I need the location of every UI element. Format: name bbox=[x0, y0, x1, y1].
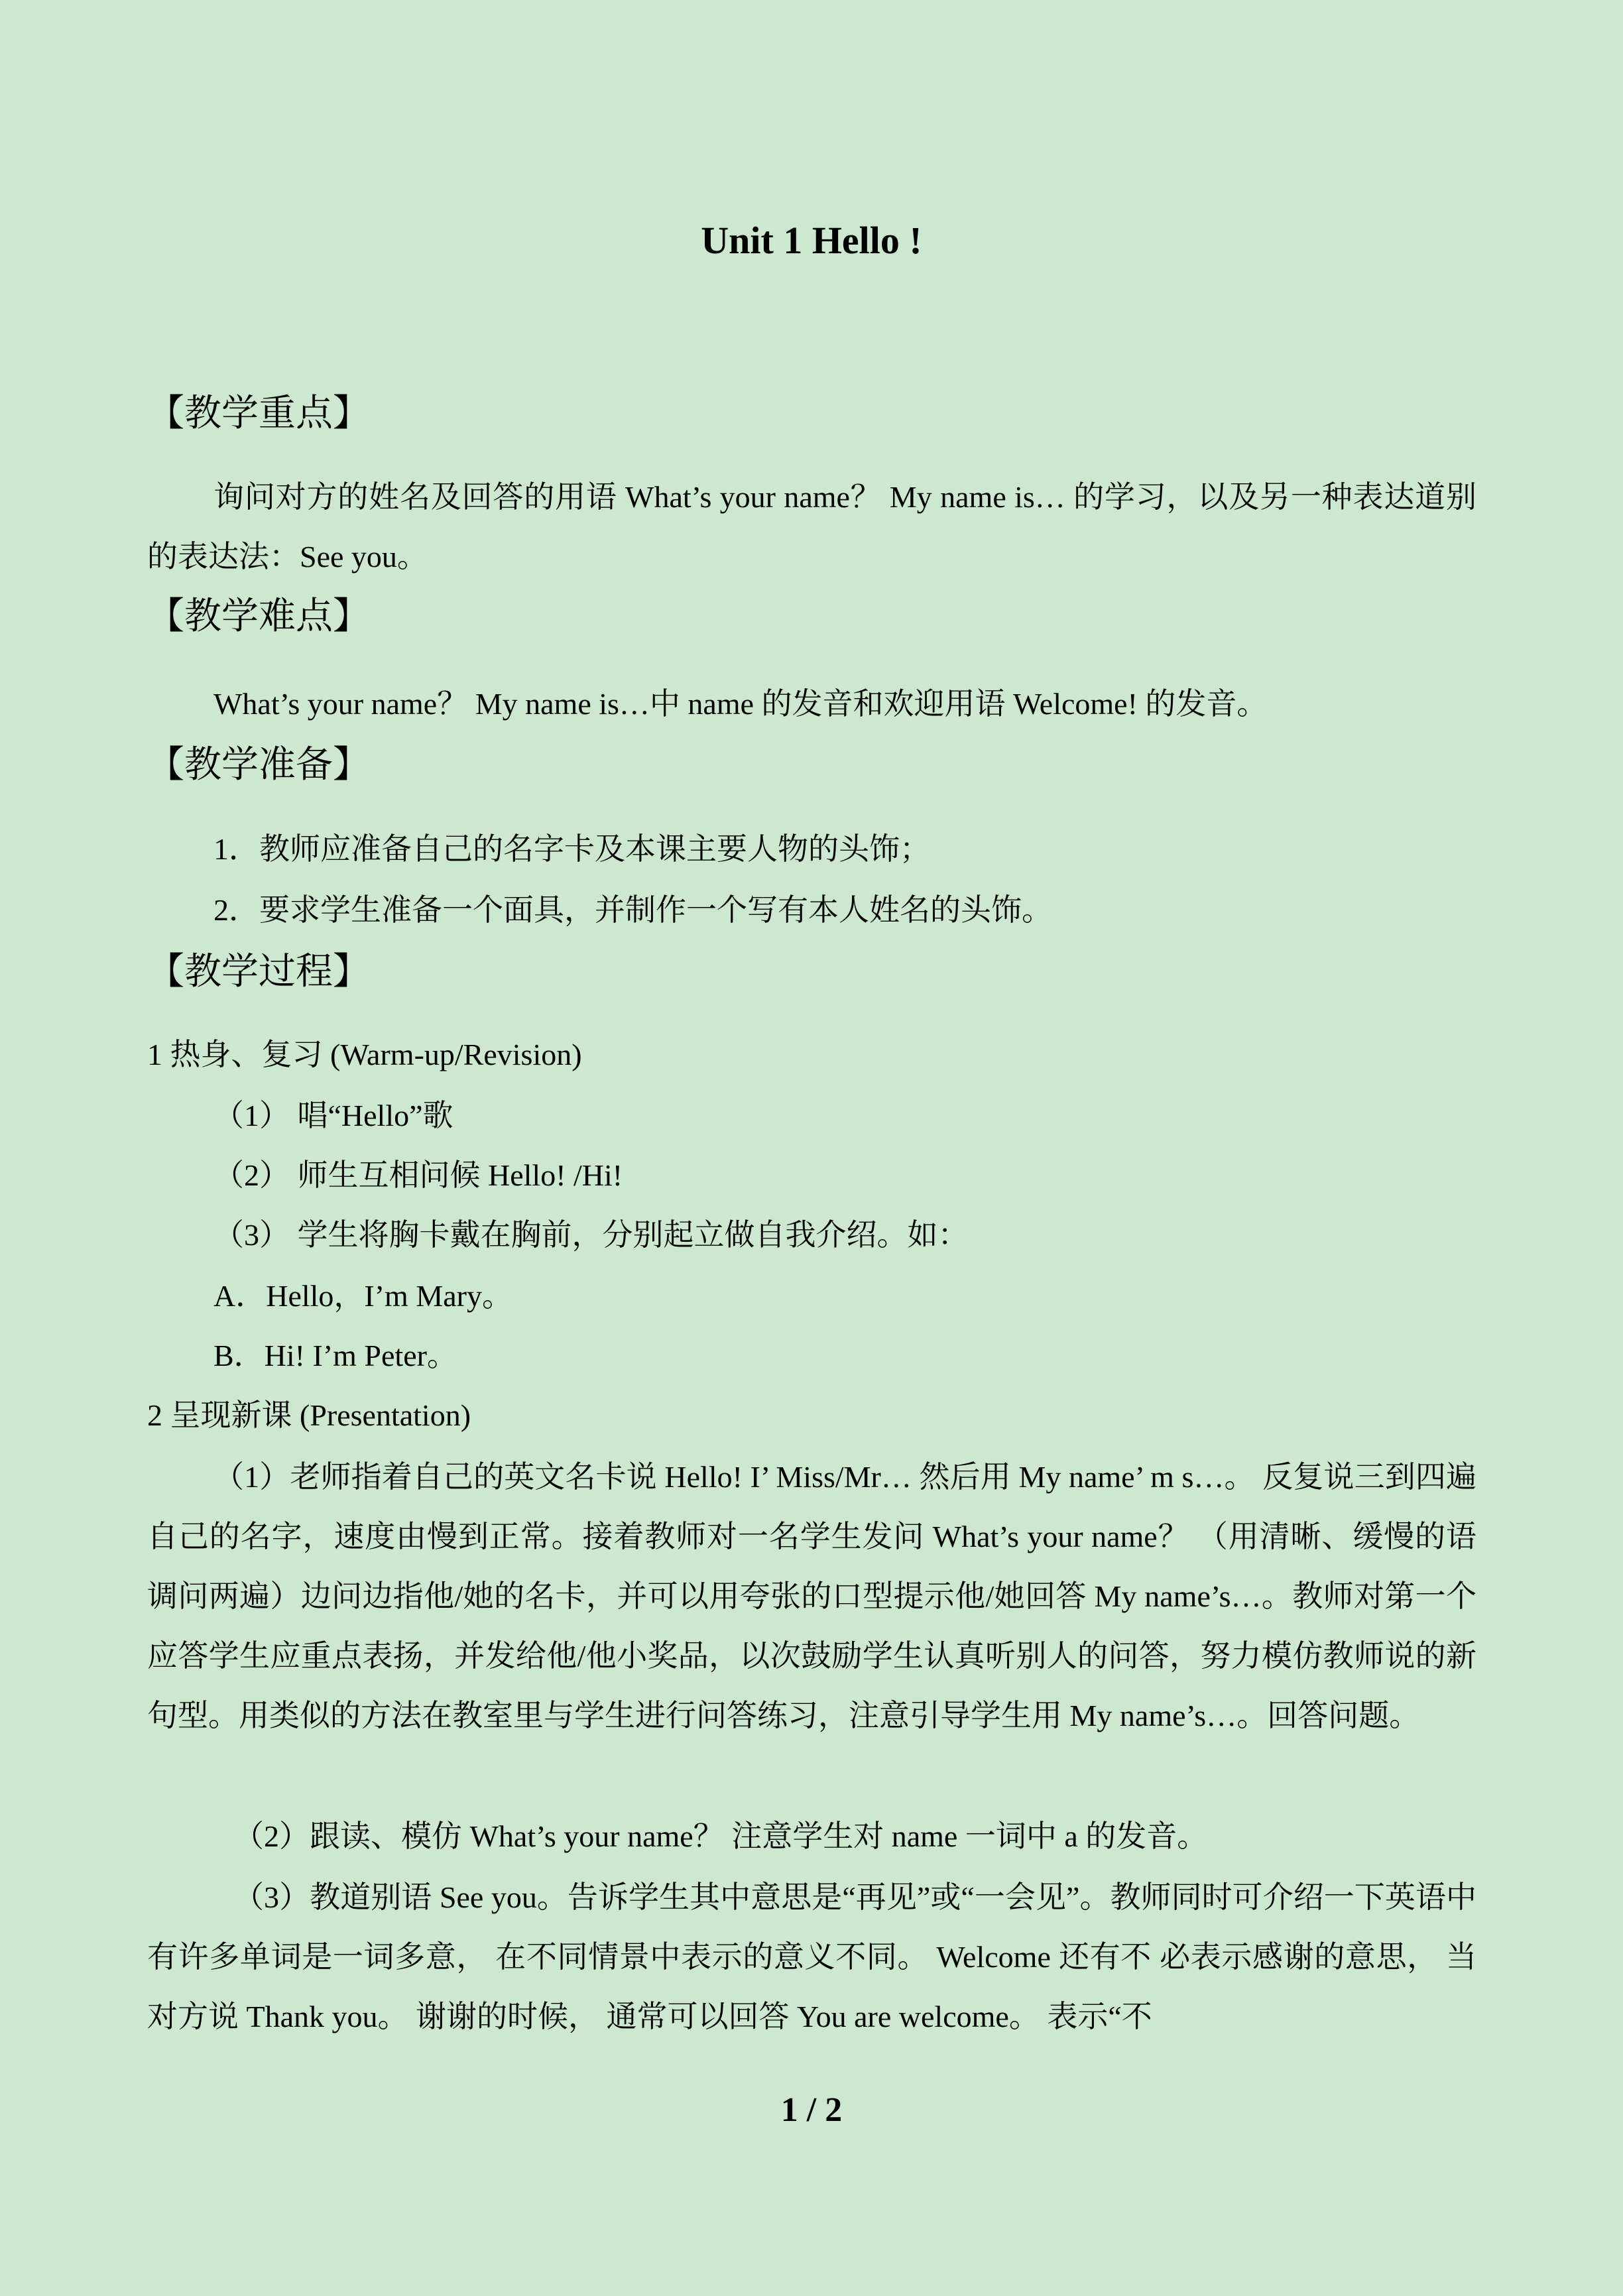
step1-item: （3） 学生将胸卡戴在胸前，分别起立做自我介绍。如： bbox=[213, 1218, 969, 1252]
step2-title: 2 呈现新课 (Presentation) bbox=[147, 1398, 471, 1432]
step2-paragraph-2: （2）跟读、模仿 What’s your name？ 注意学生对 name 一词中 a 的发音。 bbox=[233, 1819, 1208, 1853]
prep-item: 2．要求学生准备一个面具，并制作一个写有本人姓名的头饰。 bbox=[213, 893, 1052, 927]
difficulty-paragraph: What’s your name？ My name is…中 name 的发音和欢迎用语 Welcome! 的发音。 bbox=[213, 687, 1268, 721]
document-title: Unit 1 Hello ! bbox=[701, 219, 922, 262]
step2-paragraph-1: （1）老师指着自己的英文名卡说 Hello! I’ Miss/Mr… 然后用 My name’ m s…。 反复说三到四遍自己的名字，速度由慢到正常。接着教师对一名学生发问 What’s your name？ （用清晰、缓慢的语调问两遍）边问边指他/她的名卡，并可以用夸张的口型提示他/她回答 My name’s…。教师对第一个应答学生应重点表扬，并发给他/他小奖品，以次鼓励学生认真听别人的问答，努力模仿教师说的新句型。用类似的方法在教室里与学生进行问答练习，注意引导学生用 My name’s…。回答问题。 bbox=[147, 1460, 1476, 1732]
step1-item: （2） 师生互相问候 Hello! /Hi! bbox=[213, 1158, 623, 1192]
step1-title: 1 热身、复习 (Warm-up/Revision) bbox=[147, 1038, 582, 1071]
focus-paragraph: 询问对方的姓名及回答的用语 What’s your name？ My name is… 的学习，以及另一种表达道别的表达法：See you。 bbox=[147, 480, 1476, 574]
page-number: 1 / 2 bbox=[780, 2091, 843, 2129]
heading-focus: 【教学重点】 bbox=[147, 393, 370, 434]
prep-item: 1．教师应准备自己的名字卡及本课主要人物的头饰； bbox=[213, 832, 930, 866]
step1-item: （1） 唱“Hello”歌 bbox=[213, 1099, 453, 1132]
step2-paragraph-3: （3）教道别语 See you。告诉学生其中意思是“再见”或“一会见”。教师同时可介绍一下英语中有许多单词是一词多意， 在不同情景中表示的意义不同。 Welcome 还有不 必表示感谢的意思， 当对方说 Thank you。 谢谢的时候， 通常可以回答 You are welcome。 表示“不 bbox=[147, 1880, 1476, 2033]
heading-difficulty: 【教学难点】 bbox=[147, 596, 370, 637]
heading-process: 【教学过程】 bbox=[147, 951, 370, 993]
example-line: B．Hi! I’m Peter。 bbox=[213, 1339, 457, 1372]
example-line: A．Hello，I’m Mary。 bbox=[213, 1279, 512, 1313]
heading-preparation: 【教学准备】 bbox=[147, 745, 370, 786]
